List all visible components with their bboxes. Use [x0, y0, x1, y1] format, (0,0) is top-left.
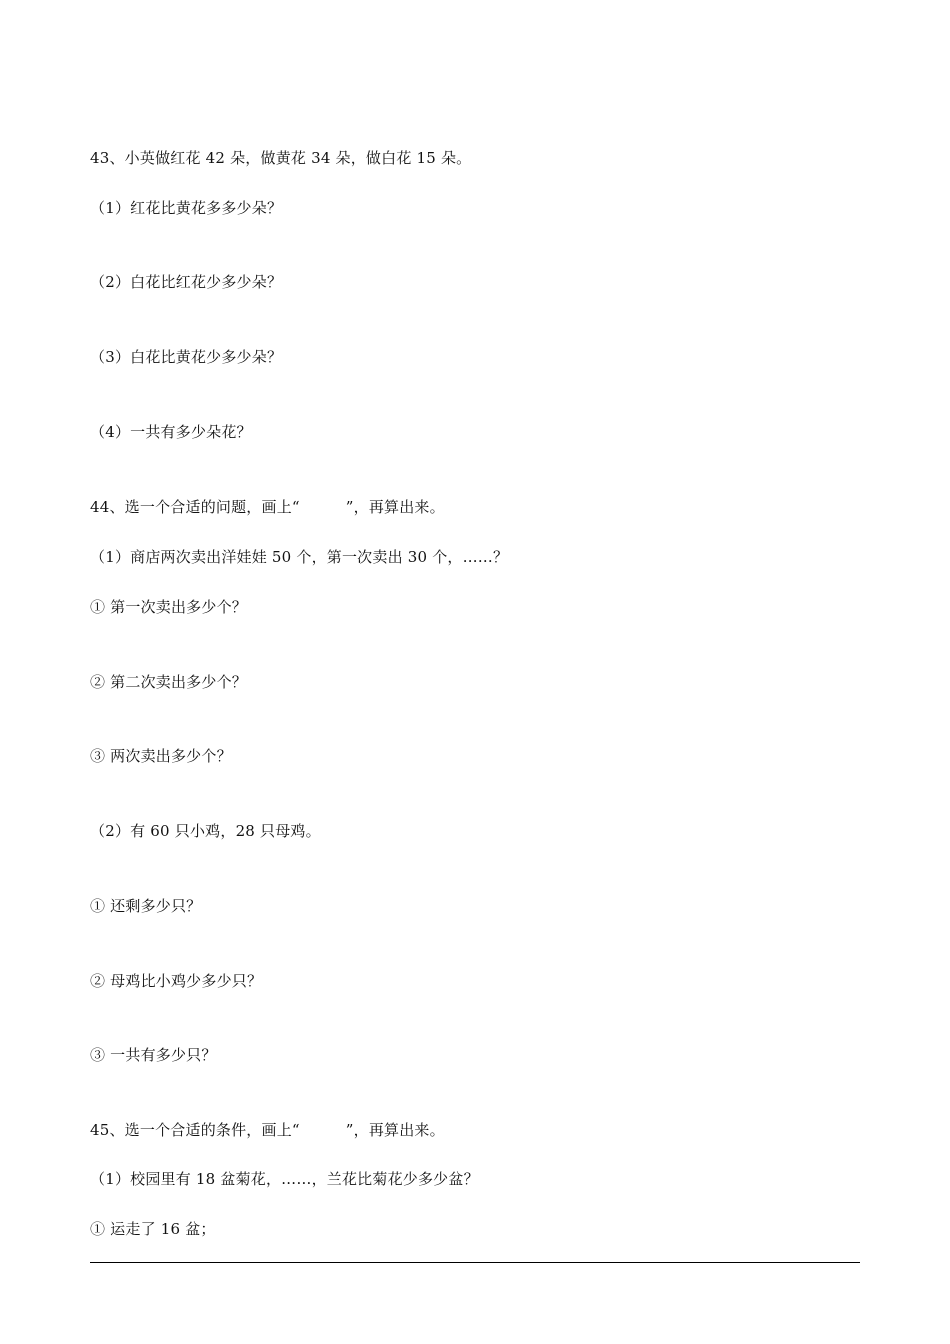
question-44-sub-1-option-1: ① 第一次卖出多少个？ — [90, 598, 247, 616]
question-44-sub-2-stem: （2）有 60 只小鸡，28 只母鸡。 — [90, 822, 321, 840]
question-44-sub-2-option-1: ① 还剩多少只？ — [90, 897, 202, 915]
question-44-sub-1-option-2: ② 第二次卖出多少个？ — [90, 673, 247, 691]
question-43-part-4: （4）一共有多少朵花？ — [90, 423, 252, 441]
question-44-sub-2-option-3: ③ 一共有多少只？ — [90, 1046, 217, 1064]
question-44-sub-1-stem: （1）商店两次卖出洋娃娃 50 个，第一次卖出 30 个，……？ — [90, 548, 509, 566]
question-45-title — [90, 1120, 445, 1140]
question-45-sub-1-stem: （1）校园里有 18 盆菊花，……，兰花比菊花少多少盆？ — [90, 1170, 479, 1188]
question-44-sub-1-option-3: ③ 两次卖出多少个？ — [90, 747, 232, 765]
question-44-sub-2-option-2: ② 母鸡比小鸡少多少只？ — [90, 972, 263, 990]
question-43-title: 43、小英做红花 42 朵，做黄花 34 朵，做白花 15 朵。 — [90, 149, 472, 167]
question-45-title-start: 45、选一个合适的条件，画上“ — [90, 1121, 300, 1139]
question-43-part-1: （1）红花比黄花多多少朵？ — [90, 199, 283, 217]
question-44-title-start: 44、选一个合适的问题，画上“ — [90, 498, 300, 516]
question-43-part-2: （2）白花比红花少多少朵？ — [90, 273, 283, 291]
question-44-title-end: ”，再算出来。 — [345, 498, 445, 516]
question-45-title-end: ”，再算出来。 — [345, 1121, 445, 1139]
question-45-sub-1-option-1: ① 运走了 16 盆； — [90, 1220, 216, 1238]
question-43-part-3: （3）白花比黄花少多少朵？ — [90, 348, 283, 366]
question-44-title — [90, 497, 445, 517]
footer-divider — [90, 1262, 860, 1263]
